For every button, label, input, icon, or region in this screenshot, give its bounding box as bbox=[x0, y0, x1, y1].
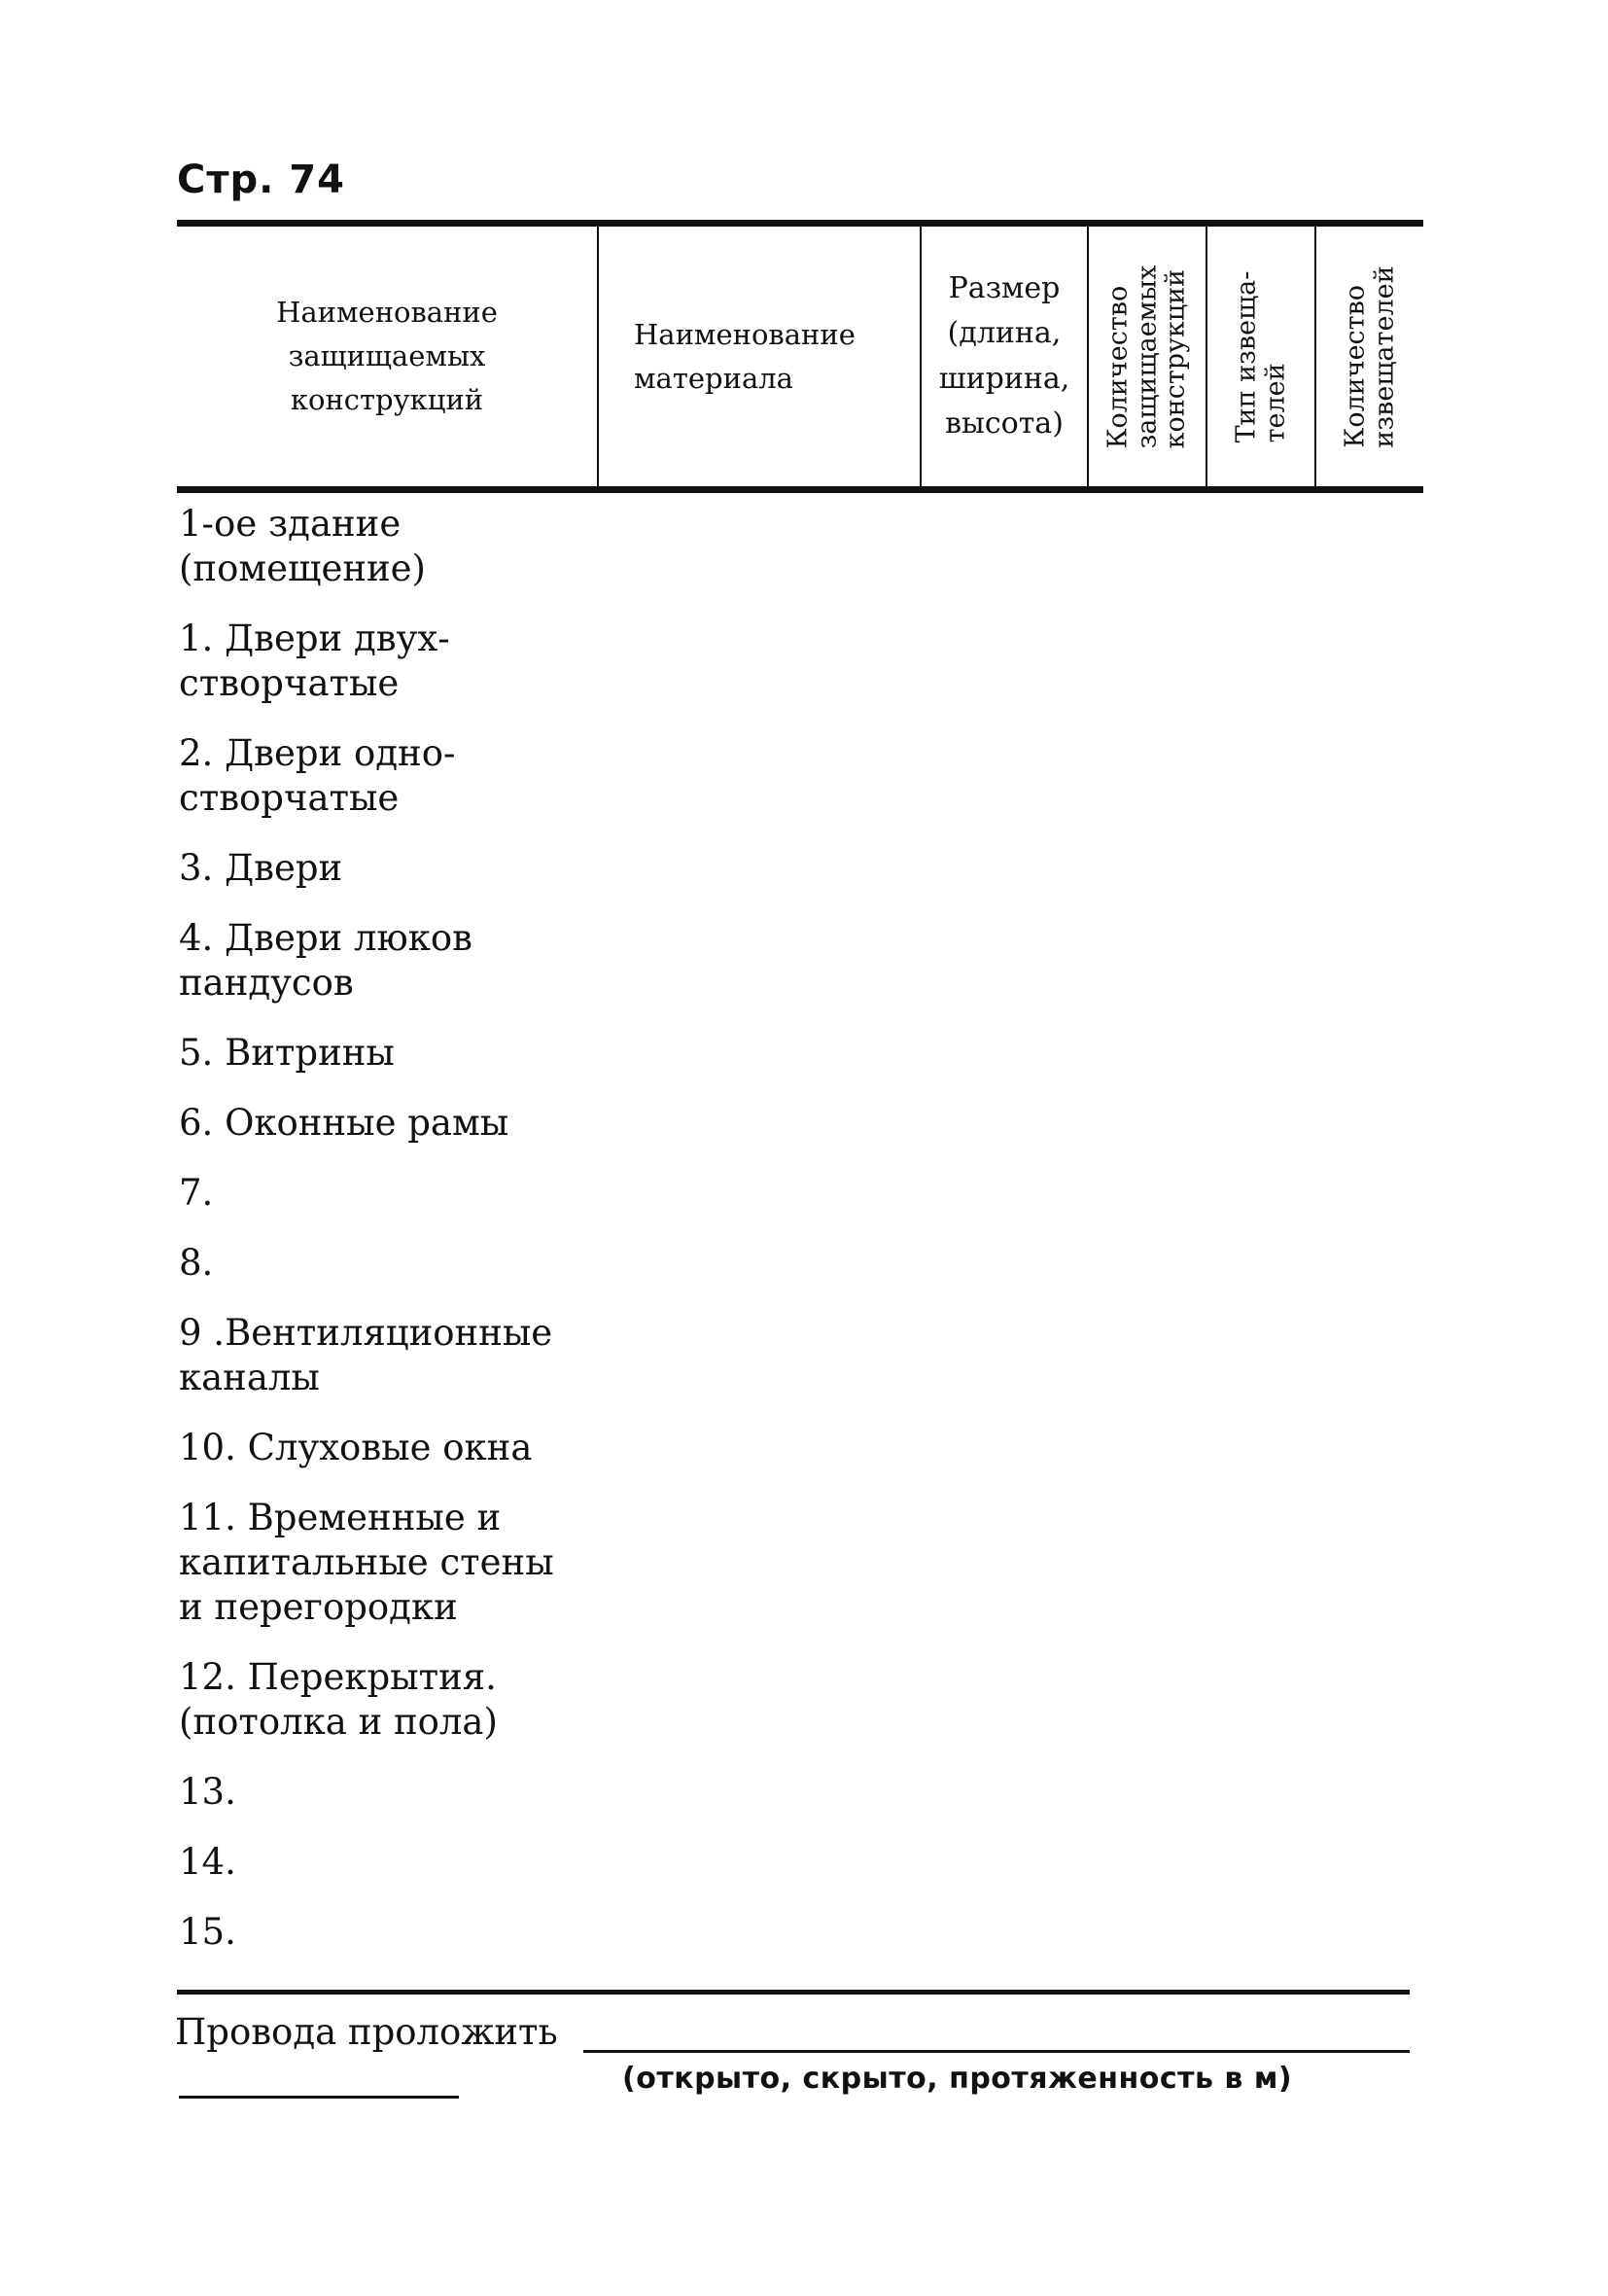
list-item: 1-ое здание (помещение) bbox=[179, 503, 426, 589]
list-item: 2. Двери одно- створчатые bbox=[179, 732, 456, 819]
list-item: 4. Двери люков пандусов bbox=[179, 917, 472, 1004]
list-item: 1. Двери двух- створчатые bbox=[179, 618, 450, 704]
header-detector-type: Тип извеща- телей bbox=[1231, 270, 1290, 442]
table-header-bottom-rule bbox=[177, 486, 1423, 493]
list-item: 9 .Вентиляционные каналы bbox=[179, 1312, 553, 1398]
list-item: 3. Двери bbox=[179, 847, 343, 889]
header-material-name: Наименование материала bbox=[634, 317, 856, 395]
continuation-line bbox=[179, 2096, 459, 2099]
header-size: Размер (длина, ширина, высота) bbox=[938, 270, 1070, 441]
wires-fill-line bbox=[583, 2050, 1410, 2053]
header-detectors-count: Количество извещателей bbox=[1340, 265, 1399, 448]
wires-note: (открыто, скрыто, протяженность в м) bbox=[622, 2062, 1293, 2096]
list-item: 5. Витрины bbox=[179, 1032, 395, 1074]
list-item: 8. bbox=[179, 1242, 214, 1284]
list-item: 14. bbox=[179, 1841, 236, 1883]
structures-list bbox=[179, 502, 587, 1980]
list-item: 10. Слуховые окна bbox=[179, 1427, 533, 1468]
header-structures-count: Количество защищаемых конструкций bbox=[1102, 265, 1191, 448]
list-item: 13. bbox=[179, 1771, 236, 1813]
header-protected-structures: Наименование защищаемых конструкций bbox=[276, 296, 498, 416]
list-item: 12. Перекрытия. (потолка и пола) bbox=[179, 1656, 498, 1743]
table-top-rule bbox=[177, 220, 1423, 227]
page-number: Стр. 74 bbox=[177, 158, 345, 202]
footer-rule bbox=[177, 1990, 1410, 1995]
list-item: 11. Временные и капитальные стены и перегородки bbox=[179, 1497, 554, 1628]
list-item: 6. Оконные рамы bbox=[179, 1102, 509, 1144]
list-item: 15. bbox=[179, 1911, 236, 1953]
list-item: 7. bbox=[179, 1172, 214, 1214]
wires-label: Провода проложить bbox=[175, 2011, 558, 2053]
